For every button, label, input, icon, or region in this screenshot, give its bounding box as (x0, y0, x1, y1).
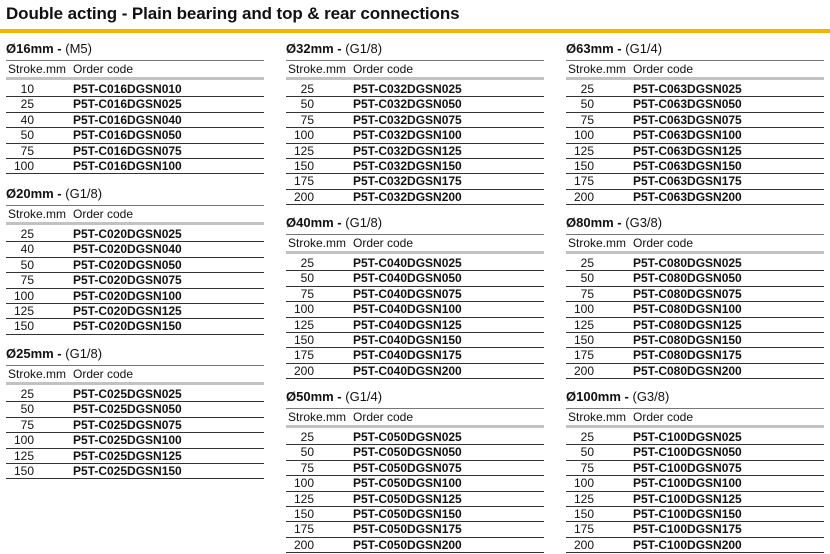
column-header (286, 60, 544, 80)
table-row (566, 287, 824, 302)
order-code: P5T-C040DGSN100 (353, 302, 462, 317)
order-code: P5T-C050DGSN125 (353, 491, 462, 506)
stroke-value: 50 (300, 445, 314, 460)
table-row (286, 476, 544, 491)
order-code: P5T-C032DGSN125 (353, 143, 462, 158)
table-body (6, 82, 264, 174)
order-code: P5T-C032DGSN025 (353, 82, 462, 96)
order-code: P5T-C063DGSN075 (633, 112, 742, 127)
stroke-value: 200 (293, 537, 314, 552)
stroke-column-header: Stroke.mm (568, 236, 627, 250)
table-body (566, 430, 824, 553)
column-header (6, 365, 264, 385)
order-code: P5T-C080DGSN200 (633, 363, 742, 378)
order-code: P5T-C100DGSN200 (633, 537, 742, 552)
table-row (286, 159, 544, 174)
bore-size: Ø40mm - (286, 215, 342, 230)
order-code: P5T-C025DGSN025 (73, 387, 182, 401)
table-row (566, 144, 824, 159)
table-row (286, 113, 544, 128)
stroke-value: 40 (20, 242, 34, 257)
table-row (566, 97, 824, 112)
stroke-value: 125 (573, 143, 594, 158)
stroke-column-header: Stroke.mm (8, 367, 67, 381)
table-row (6, 464, 264, 479)
table-row (566, 333, 824, 348)
bore-size: Ø50mm - (286, 389, 342, 404)
order-code: P5T-C080DGSN025 (633, 256, 742, 270)
stroke-column-header: Stroke.mm (288, 62, 347, 76)
stroke-value: 100 (573, 302, 594, 317)
stroke-value: 150 (573, 506, 594, 521)
stroke-value: 75 (20, 273, 34, 288)
order-code-column-header: Order code (353, 236, 414, 250)
port-thread: (G1/8) (341, 215, 383, 230)
table-row (286, 445, 544, 460)
order-code-column-header: Order code (73, 367, 134, 381)
order-code: P5T-C032DGSN050 (353, 97, 462, 112)
stroke-value: 50 (580, 445, 594, 460)
order-code: P5T-C063DGSN100 (633, 128, 742, 143)
order-code-column-header: Order code (633, 410, 694, 424)
stroke-value: 10 (20, 82, 34, 96)
order-code: P5T-C025DGSN150 (73, 463, 182, 478)
order-code: P5T-C040DGSN150 (353, 332, 462, 347)
order-code-column-header: Order code (73, 207, 134, 221)
stroke-column-header: Stroke.mm (288, 410, 347, 424)
order-code: P5T-C080DGSN050 (633, 271, 742, 286)
table-row (286, 507, 544, 522)
stroke-value: 175 (293, 522, 314, 537)
stroke-value: 50 (20, 257, 34, 272)
table-row (6, 82, 264, 97)
table-body (6, 387, 264, 479)
order-code: P5T-C080DGSN125 (633, 317, 742, 332)
table-row (6, 387, 264, 402)
order-code: P5T-C025DGSN125 (73, 448, 182, 463)
stroke-value: 175 (573, 522, 594, 537)
stroke-value: 25 (20, 97, 34, 112)
table-heading (6, 345, 264, 362)
table-row (286, 144, 544, 159)
stroke-value: 75 (20, 143, 34, 158)
order-code: P5T-C050DGSN200 (353, 537, 462, 552)
order-code: P5T-C032DGSN175 (353, 174, 462, 189)
stroke-value: 125 (573, 317, 594, 332)
order-code: P5T-C063DGSN200 (633, 189, 742, 204)
stroke-value: 75 (300, 460, 314, 475)
page-title: Double acting - Plain bearing and top & rear connections (6, 4, 460, 23)
table-row (286, 287, 544, 302)
stroke-value: 50 (20, 402, 34, 417)
column-header (6, 205, 264, 225)
bore-size: Ø20mm - (6, 186, 62, 201)
table-body (286, 82, 544, 205)
stroke-value: 25 (580, 256, 594, 270)
stroke-value: 50 (300, 97, 314, 112)
table-row (566, 461, 824, 476)
stroke-value: 150 (293, 158, 314, 173)
table-row (286, 302, 544, 317)
table-row (566, 302, 824, 317)
stroke-value: 125 (13, 303, 34, 318)
table-heading (286, 40, 544, 57)
stroke-value: 40 (20, 112, 34, 127)
table-heading (566, 388, 824, 405)
order-code: P5T-C032DGSN200 (353, 189, 462, 204)
order-code: P5T-C020DGSN100 (73, 288, 182, 303)
table-row (286, 190, 544, 205)
stroke-column-header: Stroke.mm (8, 62, 67, 76)
table-row (566, 128, 824, 143)
stroke-value: 25 (580, 430, 594, 444)
order-code: P5T-C050DGSN075 (353, 460, 462, 475)
stroke-value: 150 (573, 158, 594, 173)
order-code: P5T-C100DGSN025 (633, 430, 742, 444)
stroke-value: 200 (293, 189, 314, 204)
table-row (566, 113, 824, 128)
table-body (286, 256, 544, 379)
order-code: P5T-C100DGSN125 (633, 491, 742, 506)
table-16mm (6, 40, 264, 174)
stroke-value: 25 (20, 227, 34, 241)
order-code: P5T-C063DGSN050 (633, 97, 742, 112)
table-row (6, 418, 264, 433)
order-code-column-header: Order code (353, 410, 414, 424)
order-code: P5T-C100DGSN050 (633, 445, 742, 460)
table-32mm (286, 40, 544, 205)
stroke-value: 100 (13, 158, 34, 173)
stroke-value: 100 (293, 476, 314, 491)
table-row (286, 461, 544, 476)
table-row (566, 271, 824, 286)
table-heading (6, 40, 264, 57)
order-code: P5T-C032DGSN150 (353, 158, 462, 173)
stroke-column-header: Stroke.mm (568, 410, 627, 424)
order-code: P5T-C040DGSN175 (353, 348, 462, 363)
order-code-column-header: Order code (633, 236, 694, 250)
table-40mm (286, 214, 544, 379)
stroke-value: 150 (293, 506, 314, 521)
stroke-value: 200 (573, 537, 594, 552)
stroke-value: 125 (293, 143, 314, 158)
stroke-value: 125 (13, 448, 34, 463)
table-heading (286, 214, 544, 231)
order-code: P5T-C080DGSN150 (633, 332, 742, 347)
table-row (566, 318, 824, 333)
table-row (286, 256, 544, 271)
order-code: P5T-C040DGSN050 (353, 271, 462, 286)
table-row (286, 348, 544, 363)
order-code: P5T-C080DGSN075 (633, 286, 742, 301)
stroke-value: 25 (580, 82, 594, 96)
order-code-column-header: Order code (353, 62, 414, 76)
port-thread: (G1/8) (341, 41, 383, 56)
table-row (286, 82, 544, 97)
table-row (286, 97, 544, 112)
stroke-value: 50 (580, 97, 594, 112)
stroke-value: 50 (300, 271, 314, 286)
stroke-value: 125 (293, 491, 314, 506)
stroke-value: 100 (13, 288, 34, 303)
table-100mm (566, 388, 824, 553)
table-row (566, 82, 824, 97)
table-row (6, 273, 264, 288)
table-50mm (286, 388, 544, 553)
order-code-column-header: Order code (633, 62, 694, 76)
table-row (566, 174, 824, 189)
table-row (566, 190, 824, 205)
order-code: P5T-C063DGSN175 (633, 174, 742, 189)
port-thread: (M5) (61, 41, 92, 56)
column-header (566, 408, 824, 428)
table-row (6, 433, 264, 448)
table-row (6, 159, 264, 174)
stroke-value: 175 (293, 174, 314, 189)
stroke-value: 100 (573, 476, 594, 491)
table-row (286, 333, 544, 348)
table-row (6, 97, 264, 112)
stroke-value: 75 (20, 417, 34, 432)
order-code: P5T-C063DGSN150 (633, 158, 742, 173)
stroke-value: 200 (573, 189, 594, 204)
table-row (6, 258, 264, 273)
table-row (6, 304, 264, 319)
order-code: P5T-C016DGSN050 (73, 128, 182, 143)
order-code: P5T-C040DGSN075 (353, 286, 462, 301)
table-row (566, 445, 824, 460)
table-heading (566, 40, 824, 57)
order-code: P5T-C020DGSN050 (73, 257, 182, 272)
order-code: P5T-C016DGSN040 (73, 112, 182, 127)
column-header (566, 60, 824, 80)
table-row (6, 402, 264, 417)
table-63mm (566, 40, 824, 205)
stroke-value: 75 (580, 286, 594, 301)
order-code: P5T-C020DGSN025 (73, 227, 182, 241)
table-row (286, 128, 544, 143)
table-heading (566, 214, 824, 231)
stroke-value: 150 (573, 332, 594, 347)
table-body (6, 227, 264, 335)
order-code: P5T-C025DGSN075 (73, 417, 182, 432)
column-header (566, 234, 824, 254)
table-row (6, 319, 264, 334)
table-heading (286, 388, 544, 405)
order-code: P5T-C063DGSN025 (633, 82, 742, 96)
title-underline (0, 29, 830, 33)
table-row (286, 522, 544, 537)
bore-size: Ø16mm - (6, 41, 62, 56)
order-code: P5T-C040DGSN025 (353, 256, 462, 270)
table-row (566, 538, 824, 553)
stroke-value: 25 (300, 430, 314, 444)
order-code: P5T-C020DGSN150 (73, 319, 182, 334)
port-thread: (G1/4) (341, 389, 383, 404)
port-thread: (G1/8) (61, 186, 103, 201)
order-code: P5T-C050DGSN175 (353, 522, 462, 537)
table-row (566, 159, 824, 174)
order-code: P5T-C100DGSN175 (633, 522, 742, 537)
port-thread: (G3/8) (621, 215, 663, 230)
table-row (6, 227, 264, 242)
order-code: P5T-C025DGSN050 (73, 402, 182, 417)
stroke-value: 25 (300, 82, 314, 96)
table-row (566, 507, 824, 522)
stroke-column-header: Stroke.mm (568, 62, 627, 76)
stroke-value: 175 (573, 174, 594, 189)
column-header (286, 408, 544, 428)
order-code: P5T-C100DGSN075 (633, 460, 742, 475)
order-code: P5T-C050DGSN100 (353, 476, 462, 491)
order-code: P5T-C040DGSN200 (353, 363, 462, 378)
stroke-value: 50 (580, 271, 594, 286)
stroke-value: 75 (580, 460, 594, 475)
table-row (6, 144, 264, 159)
stroke-column-header: Stroke.mm (288, 236, 347, 250)
order-code: P5T-C050DGSN050 (353, 445, 462, 460)
stroke-value: 100 (293, 128, 314, 143)
order-code: P5T-C025DGSN100 (73, 433, 182, 448)
order-code: P5T-C080DGSN100 (633, 302, 742, 317)
order-code: P5T-C016DGSN075 (73, 143, 182, 158)
order-code: P5T-C020DGSN040 (73, 242, 182, 257)
stroke-value: 175 (293, 348, 314, 363)
order-code: P5T-C020DGSN075 (73, 273, 182, 288)
port-thread: (G1/4) (621, 41, 663, 56)
order-code: P5T-C050DGSN025 (353, 430, 462, 444)
table-row (566, 348, 824, 363)
table-row (286, 430, 544, 445)
stroke-value: 125 (573, 491, 594, 506)
stroke-value: 150 (13, 463, 34, 478)
bore-size: Ø32mm - (286, 41, 342, 56)
order-code: P5T-C063DGSN125 (633, 143, 742, 158)
table-row (566, 430, 824, 445)
table-body (566, 82, 824, 205)
stroke-value: 175 (573, 348, 594, 363)
order-code: P5T-C020DGSN125 (73, 303, 182, 318)
port-thread: (G3/8) (628, 389, 670, 404)
stroke-value: 75 (580, 112, 594, 127)
bore-size: Ø100mm - (566, 389, 629, 404)
stroke-value: 100 (293, 302, 314, 317)
order-code: P5T-C040DGSN125 (353, 317, 462, 332)
table-20mm (6, 185, 264, 335)
order-code: P5T-C016DGSN025 (73, 97, 182, 112)
stroke-value: 200 (293, 363, 314, 378)
table-row (286, 318, 544, 333)
table-row (286, 174, 544, 189)
table-row (286, 364, 544, 379)
order-code: P5T-C100DGSN100 (633, 476, 742, 491)
table-row (566, 364, 824, 379)
bore-size: Ø25mm - (6, 346, 62, 361)
table-row (6, 289, 264, 304)
column-header (286, 234, 544, 254)
order-code: P5T-C050DGSN150 (353, 506, 462, 521)
table-25mm (6, 345, 264, 479)
bore-size: Ø80mm - (566, 215, 622, 230)
table-row (6, 449, 264, 464)
stroke-value: 75 (300, 112, 314, 127)
table-row (6, 242, 264, 257)
stroke-value: 150 (293, 332, 314, 347)
stroke-value: 50 (20, 128, 34, 143)
table-body (566, 256, 824, 379)
table-row (566, 492, 824, 507)
stroke-value: 25 (300, 256, 314, 270)
stroke-value: 75 (300, 286, 314, 301)
stroke-column-header: Stroke.mm (8, 207, 67, 221)
order-code: P5T-C100DGSN150 (633, 506, 742, 521)
order-code: P5T-C032DGSN075 (353, 112, 462, 127)
bore-size: Ø63mm - (566, 41, 622, 56)
stroke-value: 200 (573, 363, 594, 378)
table-row (286, 271, 544, 286)
column-header (6, 60, 264, 80)
table-row (566, 522, 824, 537)
table-row (286, 492, 544, 507)
table-heading (6, 185, 264, 202)
table-row (566, 476, 824, 491)
order-code: P5T-C032DGSN100 (353, 128, 462, 143)
order-code: P5T-C016DGSN010 (73, 82, 182, 96)
stroke-value: 150 (13, 319, 34, 334)
table-body (286, 430, 544, 553)
stroke-value: 100 (13, 433, 34, 448)
stroke-value: 100 (573, 128, 594, 143)
order-code: P5T-C016DGSN100 (73, 158, 182, 173)
order-code: P5T-C080DGSN175 (633, 348, 742, 363)
table-row (6, 128, 264, 143)
table-80mm (566, 214, 824, 379)
stroke-value: 25 (20, 387, 34, 401)
table-row (6, 113, 264, 128)
stroke-value: 125 (293, 317, 314, 332)
port-thread: (G1/8) (61, 346, 103, 361)
table-row (566, 256, 824, 271)
order-code-column-header: Order code (73, 62, 134, 76)
table-row (286, 538, 544, 553)
